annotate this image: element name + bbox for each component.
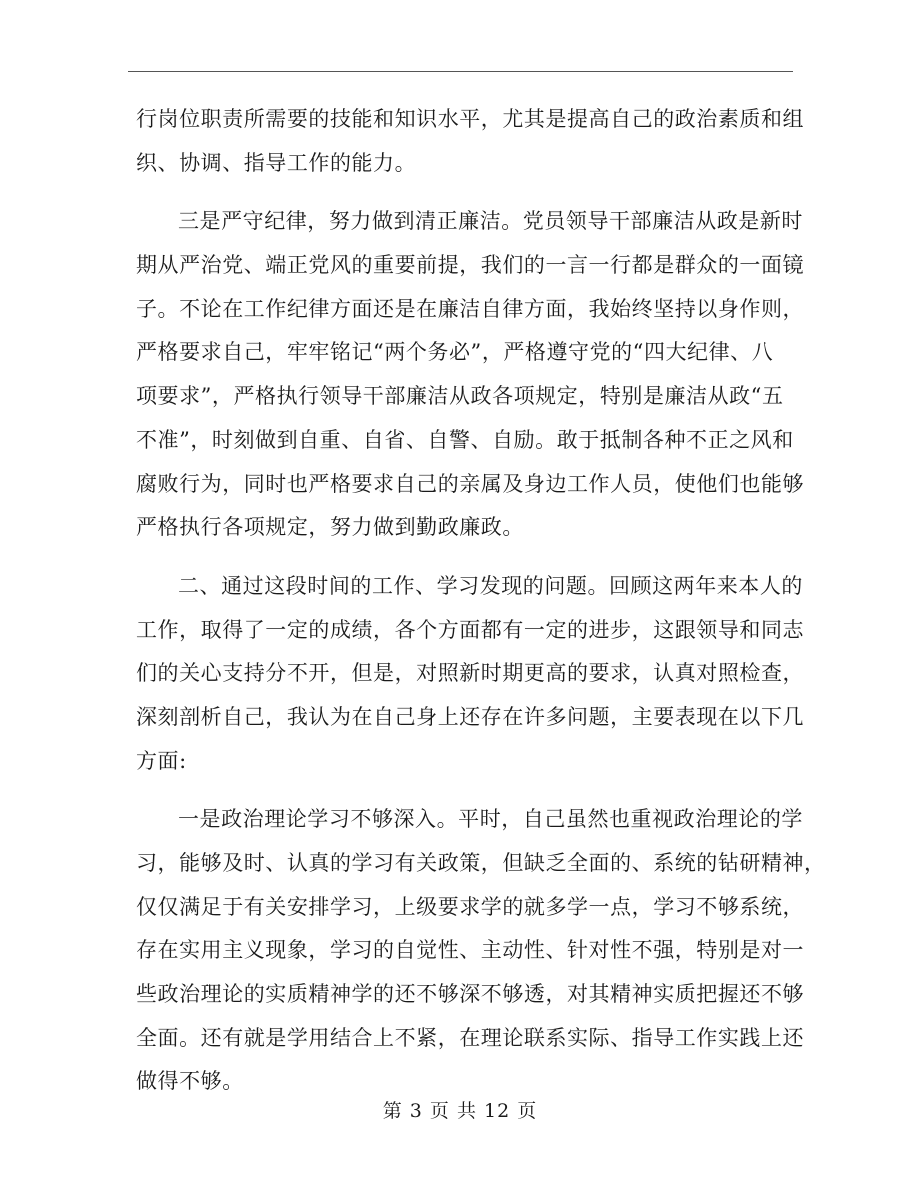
text-line: 不准”，时刻做到自重、自省、自警、自励。敢于抵制各种不正之风和 [136,427,794,452]
text-line: 做得不够。 [136,1069,244,1094]
document-body [136,98,826,1104]
text-line: 期从严治党、端正党风的重要前提，我们的一言一行都是群众的一面镜 [136,253,805,278]
text-line: 项要求”，严格执行领导干部廉洁从政各项规定，特别是廉洁从政“五 [136,384,784,409]
paragraph [136,98,805,185]
text-line: 全面。还有就是学用结合上不紧，在理论联系实际、指导工作实践上还 [136,1025,805,1050]
paragraph-gap [136,783,796,798]
text-line: 腐败行为，同时也严格要求自己的亲属及身边工作人员，使他们也能够 [136,471,805,496]
paragraph-gap [136,185,796,200]
text-line: 二、通过这段时间的工作、学习发现的问题。回顾这两年来本人的 [178,573,803,598]
paragraph [136,798,826,1104]
paragraph [136,200,805,550]
text-line: 织、协调、指导工作的能力。 [136,150,417,175]
text-line: 些政治理论的实质精神学的还不够深不够透，对其精神实质把握还不够 [136,982,805,1007]
text-line: 严格要求自己，牢牢铭记“两个务必”，严格遵守党的“四大纪律、八 [136,340,774,365]
text-line: 方面: [136,748,187,773]
text-line: 习，能够及时、认真的学习有关政策，但缺乏全面的、系统的钻研精神， [136,851,826,875]
text-line: 们的关心支持分不开，但是，对照新时期更高的要求，认真对照检查， [136,661,805,686]
header-rule [128,71,793,72]
paragraph [136,565,805,783]
text-line: 存在实用主义现象，学习的自觉性、主动性、针对性不强，特别是对一 [136,938,805,963]
text-line: 工作，取得了一定的成绩，各个方面都有一定的进步，这跟领导和同志 [136,617,805,642]
text-line: 深刻剖析自己，我认为在自己身上还存在许多问题，主要表现在以下几 [136,704,805,729]
paragraph-gap [136,550,796,565]
text-line: 一是政治理论学习不够深入。平时，自己虽然也重视政治理论的学 [178,807,803,832]
text-line: 行岗位职责所需要的技能和知识水平，尤其是提高自己的政治素质和组 [136,107,805,131]
text-line: 严格执行各项规定，努力做到勤政廉政。 [136,515,524,540]
text-line: 仅仅满足于有关安排学习，上级要求学的就多学一点，学习不够系统， [136,894,805,919]
text-line: 子。不论在工作纪律方面还是在廉洁自律方面，我始终坚持以身作则， [136,296,805,321]
page-footer: 第 3 页 共 12 页 [382,1100,538,1122]
text-line: 三是严守纪律，努力做到清正廉洁。党员领导干部廉洁从政是新时 [178,209,803,234]
